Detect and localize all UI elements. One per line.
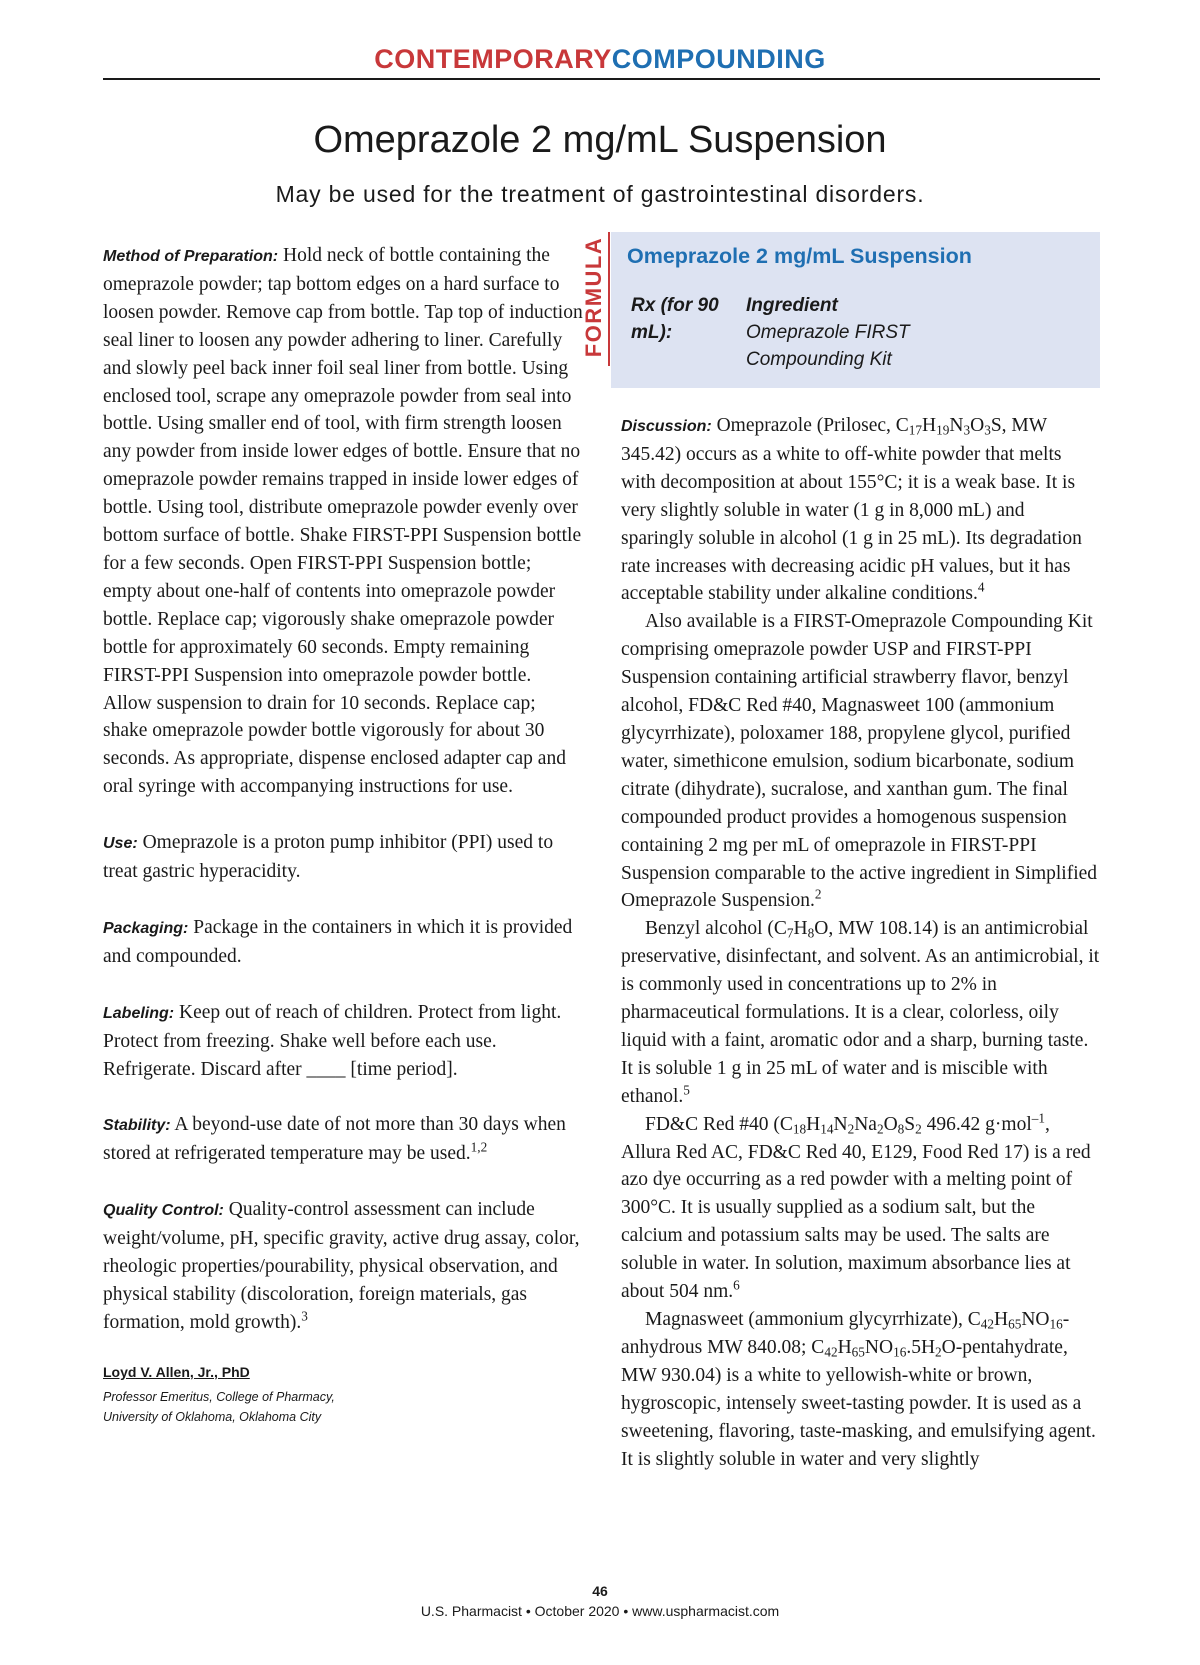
text-run: NO	[864, 1336, 894, 1358]
stability-text: A beyond-use date of not more than 30 days when stored at refrigerated temperature may be used.	[103, 1114, 566, 1165]
quality-control-section	[103, 1196, 583, 1337]
discussion-label: Discussion:	[621, 418, 712, 435]
author-affiliation: University of Oklahoma, Oklahoma City	[103, 1409, 322, 1424]
page-number: 46	[592, 1583, 608, 1599]
benzyl-alcohol-paragraph	[621, 915, 1100, 1110]
reference: 4	[977, 580, 985, 596]
text-run: O, MW 108.14) is an antimicrobial preservative, disinfectant, and solvent. As an antimicrobial, it is commonly used in concentrations up to 2% in pharmaceutical formulations. It is a clear, colorless, oily liquid with a faint, aromatic odor and a sharp, burning taste. It is soluble 1 g in 25 mL of water and is miscible with ethanol.	[621, 918, 1100, 1107]
text-run: Omeprazole (Prilosec, C	[711, 415, 909, 436]
red-40-paragraph	[621, 1111, 1100, 1306]
page-title: Omeprazole 2 mg/mL Suspension	[313, 119, 887, 161]
stability-label: Stability:	[103, 1117, 171, 1135]
text-run: Magnasweet (ammonium glycyrrhizate), C	[645, 1309, 981, 1330]
brand-contemporary: CONTEMPORARY	[374, 44, 612, 74]
method-text: Hold neck of bottle containing the omeprazole powder; tap bottom edges on a hard surface to loosen powder. Remove cap from bottle. Tap top of induction seal liner to loosen any powder adhering to liner. Carefully and slowly peel back inner foil seal liner from bottle. Using enclosed tool, scrape any omeprazole powder from seal into bottle. Using smaller end of tool, with firm strength loosen any powder from inside lower edges of bottle. Ensure that no omeprazole powder remains trapped in inside lower edges of bottle. Using tool, distribute omeprazole powder evenly over bottom surface of bottle. Shake FIRST-PPI Suspension bottle for a few seconds. Open FIRST-PPI Suspension bottle; empty about one-half of contents into omeprazole powder bottle. Replace cap; vigorously shake omeprazole powder bottle for approximately 60 seconds. Empty remaining FIRST-PPI Suspension into omeprazole powder bottle. Allow suspension to drain for 10 seconds. Replace cap; shake omeprazole powder bottle vigorously for about 30 seconds. As appropriate, dispense enclosed adapter cap and oral syringe with accompanying instructions for use.	[103, 245, 583, 798]
text-run: H	[806, 1113, 821, 1135]
qc-reference: 3	[301, 1308, 308, 1324]
text-run: O	[970, 415, 985, 436]
subscript: 19	[936, 422, 950, 438]
brand-compounding: COMPOUNDING	[611, 44, 826, 74]
formula-box	[611, 232, 1100, 388]
method-of-preparation-section	[103, 242, 583, 801]
header-rule	[103, 78, 1100, 80]
header-brand	[0, 46, 1200, 73]
subscript: 65	[1008, 1316, 1022, 1332]
text-run: H	[837, 1336, 852, 1358]
text-run: H	[993, 1309, 1009, 1330]
footer-citation: U.S. Pharmacist • October 2020 • www.uspharmacist.com	[420, 1603, 780, 1619]
subscript: 3	[963, 422, 971, 438]
subscript: 18	[792, 1121, 807, 1137]
text-run: O-pentahydrate, MW 930.04) is a white to yellowish-white or brown, hygroscopic, intensely sweet-tasting powder. It is used as a sweetening, flavoring, taste-masking, and emulsifying agent. It is slightly soluble in water and very slightly	[621, 1336, 1096, 1470]
formula-tab	[580, 232, 608, 362]
subscript: 7	[786, 926, 794, 942]
subscript: 16	[893, 1344, 907, 1360]
subscript: 3	[984, 422, 991, 438]
subscript: 14	[820, 1121, 834, 1137]
text-run: S, MW 345.42) occurs as a white to off-white powder that melts with decomposition at about 155°C; it is a weak base. It is very slightly soluble in water (1 g in 8,000 mL) and sparingly soluble in alcohol (1 g in 25 mL). Its degradation rate increases with decreasing acidic pH values, but it has acceptable stability under alkaline conditions.	[621, 415, 1082, 605]
subscript: 65	[851, 1344, 865, 1360]
labeling-section	[103, 999, 583, 1084]
use-label: Use:	[103, 835, 138, 853]
page-subtitle: May be used for the treatment of gastrointestinal disorders.	[275, 181, 925, 207]
magnasweet-paragraph	[621, 1306, 1100, 1473]
method-label: Method of Preparation:	[103, 248, 279, 265]
subscript: 8	[897, 1121, 905, 1137]
stability-section	[103, 1111, 583, 1168]
kit-paragraph	[621, 608, 1100, 915]
subscript: 42	[980, 1316, 994, 1332]
formula-rule	[608, 232, 610, 366]
stability-reference: 1,2	[470, 1140, 488, 1156]
text-run: H	[922, 415, 937, 436]
text-run: N	[949, 415, 964, 436]
text-run: S	[904, 1113, 916, 1135]
labeling-label: Labeling:	[103, 1004, 175, 1022]
packaging-label: Packaging:	[103, 919, 189, 937]
text-run: , Allura Red AC, FD&C Red 40, E129, Food Red 17) is a red azo dye occurring as a red powder with a melting point of 300°C. It is usually supplied as a sodium salt, but the calcium and potassium salts may be used. The salts are soluble in water. In solution, maximum absorbance lies at about 504 nm.	[621, 1113, 1091, 1303]
text-run: H	[793, 918, 808, 940]
reference: 5	[683, 1082, 690, 1098]
formula-title: Omeprazole 2 mg/mL Suspension	[627, 244, 972, 268]
labeling-text: Keep out of reach of children. Protect from light. Protect from freezing. Shake well before each use. Refrigerate. Discard after ____ [time period].	[103, 1001, 562, 1080]
subscript: 16	[1049, 1316, 1063, 1332]
packaging-section	[103, 914, 583, 971]
subscript: 2	[915, 1121, 922, 1137]
right-column	[621, 412, 1100, 1473]
text-run: Also available is a FIRST-Omeprazole Compounding Kit comprising omeprazole powder USP and FIRST-PPI Suspension containing artificial strawberry flavor, benzyl alcohol, FD&C Red #40, Magnasweet 100 (ammonium glycyrrhizate), poloxamer 188, propylene glycol, purified water, simethicone emulsion, sodium bicarbonate, sodium citrate (dihydrate), sucralose, and xanthan gum. The final compounded product provides a homogenous suspension containing 2 mg per mL of omeprazole in FIRST-PPI Suspension comparable to the active ingredient in Simplified Omeprazole Suspension.	[621, 611, 1098, 912]
qc-text: Quality-control assessment can include weight/volume, pH, specific gravity, active drug assay, color, rheologic properties/pourability, physical observation, and physical stability (discoloration, foreign materials, gas formation, mold growth).	[103, 1199, 580, 1333]
text-run: .5H	[906, 1336, 936, 1358]
subscript: 17	[908, 422, 923, 438]
text-run: NO	[1021, 1309, 1050, 1330]
qc-label: Quality Control:	[103, 1202, 224, 1220]
subscript: 42	[824, 1344, 838, 1360]
left-column	[103, 242, 583, 1427]
formula-ingredient-header: Ingredient	[746, 295, 838, 316]
author-name: Loyd V. Allen, Jr., PhD	[103, 1363, 250, 1380]
superscript: –1	[1031, 1110, 1045, 1126]
packaging-text: Package in the containers in which it is provided and compounded.	[103, 916, 573, 967]
use-section	[103, 829, 583, 886]
text-run: FD&C Red #40 (C	[645, 1113, 793, 1135]
use-text: Omeprazole is a proton pump inhibitor (PPI) used to treat gastric hyperacidity.	[103, 832, 554, 883]
discussion-paragraph	[621, 412, 1100, 608]
subscript: 8	[807, 926, 815, 942]
formula-rx-label: Rx (for 90 mL):	[631, 295, 719, 343]
reference: 2	[814, 887, 822, 903]
text-run: O	[883, 1113, 898, 1135]
text-run: -anhydrous MW 840.08; C	[621, 1309, 1070, 1358]
author-title: Professor Emeritus, College of Pharmacy,	[103, 1389, 335, 1404]
author-block	[103, 1359, 583, 1427]
text-run: 496.42 g·mol	[921, 1113, 1032, 1135]
text-run: Benzyl alcohol (C	[645, 918, 787, 940]
formula-tab-label: FORMULA	[581, 236, 606, 358]
subscript: 2	[935, 1344, 942, 1360]
formula-ingredient: Omeprazole FIRST Compounding Kit	[746, 322, 910, 370]
text-run: N	[833, 1113, 848, 1135]
text-run: Na	[854, 1113, 877, 1135]
reference: 6	[733, 1277, 740, 1293]
subscript: 2	[876, 1121, 884, 1137]
subscript: 2	[847, 1121, 855, 1137]
